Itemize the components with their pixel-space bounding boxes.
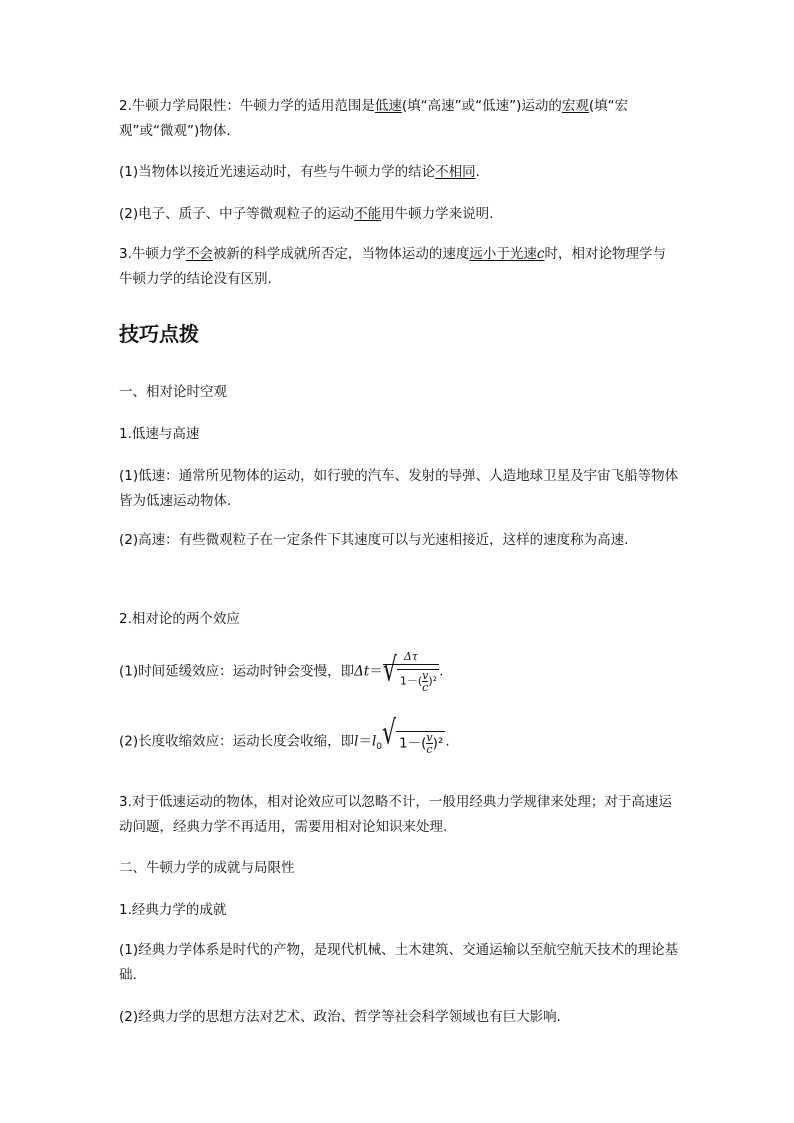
answer-cannot: 不能 [354, 206, 382, 222]
time-dilation-fraction: Δτ √ 1－( $\frac{v}{c}$ )² [382, 650, 438, 694]
paragraph-micro-particles: (2)电子、质子、中子等微观粒子的运动不能用牛顿力学来说明. [119, 206, 494, 222]
length-contraction-root: √ 1－( $\frac{v}{c}$ )² [382, 715, 444, 756]
paragraph-low-speed: (1)低速：通常所见物体的运动，如行驶的汽车、发射的导弹、人造地球卫星及宇宙飞船等物体皆为低速运动物体. [119, 468, 679, 509]
answer-far-below-light-speed: 远小于光速c [469, 246, 545, 262]
paragraph-low-speed-handling: 3.对于低速运动的物体，相对论效应可以忽略不计，一般用经典力学规律来处理；对于高速运动问题，经典力学不再适用，需要用相对论知识来处理. [119, 794, 672, 835]
paragraph-classical-influence: (2)经典力学的思想方法对艺术、政治、哲学等社会科学领域也有巨大影响. [119, 1009, 561, 1025]
paragraph-not-negated: 3.牛顿力学不会被新的科学成就所否定，当物体运动的速度远小于光速c时，相对论物理学与牛顿力学的结论没有区别. [119, 246, 666, 287]
formula-time-dilation: (1)时间延缓效应：运动时钟会变慢，即Δt＝ Δτ √ 1－( $\frac{v}{c}$ )² . [119, 650, 444, 694]
answer-different: 不相同 [435, 164, 476, 180]
section-heading: 技巧点拨 [119, 322, 199, 346]
section-newton-achievements: 二、牛顿力学的成就与局限性 [119, 860, 295, 876]
paragraph-high-speed: (2)高速：有些微观粒子在一定条件下其速度可以与光速相接近，这样的速度称为高速. [119, 532, 629, 548]
paragraph-newton-limitation: 2.牛顿力学局限性：牛顿力学的适用范围是低速(填“高速”或“低速”)运动的宏观(填“宏观”或“微观”)物体. [119, 98, 629, 139]
subsection-low-high-speed: 1.低速与高速 [119, 426, 200, 442]
subsection-two-effects: 2.相对论的两个效应 [119, 611, 240, 627]
subsection-classical-achievements: 1.经典力学的成就 [119, 902, 227, 918]
answer-will-not: 不会 [185, 246, 213, 262]
section-relativity-spacetime: 一、相对论时空观 [119, 384, 227, 400]
answer-macro: 宏观 [561, 98, 589, 114]
answer-low-speed: 低速 [374, 98, 402, 114]
paragraph-classical-foundation: (1)经典力学体系是时代的产物，是现代机械、土木建筑、交通运输以至航空航天技术的理论基础. [119, 942, 679, 983]
formula-length-contraction: (2)长度收缩效应：运动长度会收缩，即$l=l_0√$ 1－( $\frac{v}{c}$ )² . [119, 715, 450, 756]
paragraph-near-light-speed: (1)当物体以接近光速运动时，有些与牛顿力学的结论不相同. [119, 164, 480, 180]
